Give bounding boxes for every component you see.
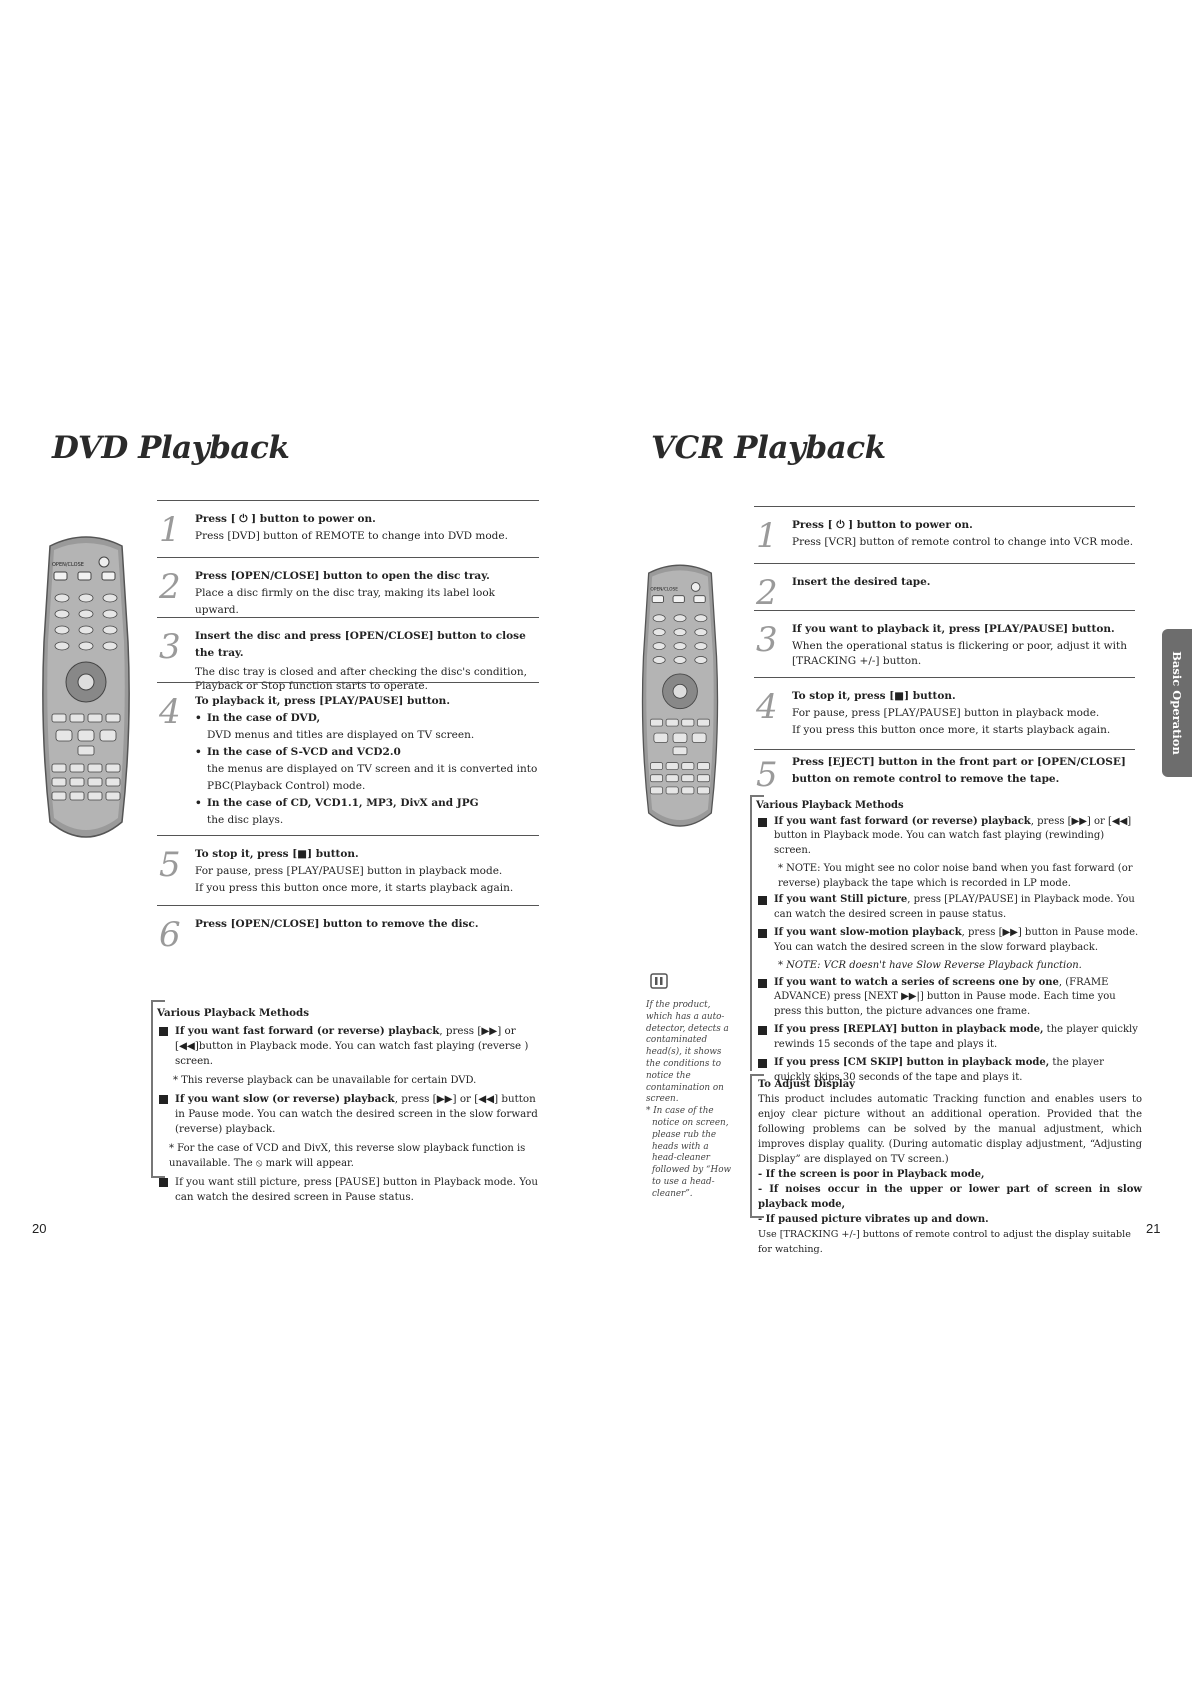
step-number: 5: [159, 845, 181, 885]
method-heading: If you want slow-motion playback: [774, 927, 962, 938]
remote-control-image: [640, 542, 720, 858]
step-number: 6: [159, 915, 181, 955]
step-number: 4: [756, 687, 778, 727]
bullet-text: the menus are displayed on TV screen and it is converted into PBC(Playback Control) mode.: [207, 763, 538, 792]
method-text: , (FRAME ADVANCE) press [NEXT ▶▶|] button in Pause mode. Each time you press this button, the picture advances one frame.: [774, 976, 1116, 1017]
step-heading: Press [ ⏻ ] button to power on.: [792, 519, 973, 531]
step-number: 1: [756, 516, 778, 556]
step-heading: To stop it, press [■] button.: [195, 848, 359, 860]
step-text: Press [VCR] button of remote control to change into VCR mode.: [792, 536, 1134, 548]
step-heading: Insert the desired tape.: [792, 576, 931, 588]
step-heading: To playback it, press [PLAY/PAUSE] button.: [195, 695, 450, 707]
step-text: For pause, press [PLAY/PAUSE] button in playback mode.: [792, 707, 1100, 719]
method-text: , press [▶▶] or [◀◀] button in Playback mode. You can watch fast playing (rewinding) screen.: [774, 815, 1132, 856]
step-number: 4: [159, 692, 181, 732]
remote-open-label: OPEN/CLOSE: [650, 587, 679, 593]
vcr-step-1: [754, 506, 1135, 563]
sidenote-tip: * In case of the notice on screen, please rub the heads with a head-cleaner followed by “How to use a head-cleaner”.: [646, 1106, 732, 1199]
page-number-left: 20: [32, 1221, 47, 1236]
step-text: For pause, press [PLAY/PAUSE] button in playback mode.: [195, 865, 503, 877]
method-note: * NOTE: You might see no color noise band when you fast forward (or reverse) playback the tape which is recorded in LP mode.: [778, 863, 1133, 889]
dvd-step-5: [157, 835, 539, 905]
dvd-playback-methods: [151, 1000, 543, 1203]
bullet-heading: In the case of CD, VCD1.1, MP3, DivX and JPG: [207, 797, 479, 809]
vcr-step-2: [754, 563, 1135, 613]
page-number-right: 21: [1146, 1221, 1161, 1236]
method-heading: If you want slow (or reverse) playback: [175, 1093, 395, 1105]
step-number: 3: [159, 627, 181, 667]
dvd-step-2: [157, 557, 539, 617]
vcr-step-5: [754, 749, 1135, 795]
step-number: 2: [756, 573, 778, 613]
method-note: [756, 959, 1142, 974]
step-text: Place a disc firmly on the disc tray, making its label look upward.: [195, 587, 496, 616]
method-text: the player quickly rewinds 15 seconds of the tape and plays it.: [774, 1024, 1138, 1050]
vcr-page-title: VCR Playback: [651, 430, 886, 466]
dvd-steps: [157, 500, 539, 955]
bullet-heading: In the case of S-VCD and VCD2.0: [207, 746, 401, 758]
method-text: the player quickly skips 30 seconds of the tape and plays it.: [774, 1057, 1104, 1083]
vcr-step-3: [754, 610, 1135, 677]
adjust-condition: - If the screen is poor in Playback mode,: [758, 1169, 985, 1180]
method-note-text: * NOTE: VCR doesn't have Slow Reverse Playback function.: [778, 960, 1082, 971]
step-text: If you press this button once more, it starts playback again.: [195, 882, 514, 894]
head-contamination-note: [646, 1000, 736, 1201]
adjust-instruction: Use [TRACKING +/-] buttons of remote control to adjust the display suitable for watching.: [758, 1229, 1131, 1255]
method-heading: If you want fast forward (or reverse) playback: [774, 815, 1031, 827]
method-heading: If you press [REPLAY] button in playback mode,: [774, 1024, 1044, 1035]
vcr-playback-methods: [750, 795, 1142, 1083]
step-text: When the operational status is flickering or poor, adjust it with [TRACKING +/-] button.: [792, 640, 1128, 667]
step-number: 1: [159, 510, 181, 550]
dvd-step-3: [157, 617, 539, 692]
method-heading: If you want to watch a series of screens one by one: [774, 976, 1059, 988]
adjust-condition: - If paused picture vibrates up and down.: [758, 1214, 989, 1225]
step-text: The disc tray is closed and after checking the disc's condition, Playback or Stop function starts to operate.: [195, 666, 527, 692]
step-number: 3: [756, 620, 778, 660]
vcr-step-4: [754, 677, 1135, 749]
step-heading: Press [OPEN/CLOSE] button to open the disc tray.: [195, 570, 490, 582]
step-heading: Press [ ⏻ ] button to power on.: [195, 513, 376, 525]
step-heading: Press [EJECT] button in the front part or [OPEN/CLOSE] button on remote control to remove the tape.: [792, 756, 1126, 785]
step-heading: Press [OPEN/CLOSE] button to remove the disc.: [195, 918, 479, 930]
method-text: If you want still picture, press [PAUSE] button in Playback mode. You can watch the desired screen in Pause status.: [175, 1176, 538, 1203]
methods-heading: Various Playback Methods: [157, 1007, 310, 1019]
method-text: , press [▶▶] or [◀◀] button in Pause mode. You can watch the desired screen in the slow forward (reverse) playback.: [175, 1093, 538, 1135]
method-text: , press [PLAY/PAUSE] in Playback mode. You can watch the desired screen in pause status.: [774, 894, 1135, 920]
step-number: 2: [159, 567, 181, 607]
bullet-heading: In the case of DVD,: [207, 712, 321, 724]
bullet-text: DVD menus and titles are displayed on TV screen.: [207, 729, 475, 741]
dvd-step-6: [157, 905, 539, 955]
methods-heading: Various Playback Methods: [756, 800, 904, 811]
step-heading: To stop it, press [■] button.: [792, 690, 956, 702]
method-heading: If you want Still picture: [774, 894, 908, 905]
dvd-step-4: 4 To playback it, press [PLAY/PAUSE] button. • In the case of DVD, DVD menus and titles are displayed on TV screen. • In the case of S-VCD and VCD2.0 the menus are displayed on TV screen and it is converted into PBC(Playback Control) mode. • In the case of CD, VCD1.1, MP3, DivX and JPG the disc plays.: [157, 682, 539, 835]
method-text: , press [▶▶] button in Pause mode. You can watch the desired screen in the slow forward playback.: [774, 927, 1139, 953]
step-text: If you press this button once more, it starts playback again.: [792, 724, 1111, 736]
method-note: * For the case of VCD and DivX, this reverse slow playback function is unavailable. The ⦸ mark will appear.: [169, 1143, 526, 1169]
dvd-step-1: [157, 500, 539, 557]
step-heading: Insert the disc and press [OPEN/CLOSE] button to close the tray.: [195, 630, 526, 659]
step-text: Press [DVD] button of REMOTE to change into DVD mode.: [195, 530, 508, 542]
adjust-condition: - If noises occur in the upper or lower part of screen in slow playback mode,: [758, 1184, 1142, 1210]
step-number: 5: [756, 755, 778, 795]
adjust-text: This product includes automatic Tracking function and enables users to enjoy clear picture without an additional operation. Provided that the following problems can be solved by the manual adjustment, which improves display quality. (During automatic display adjustment, “Adjusting Display” are displayed on TV screen.): [758, 1094, 1142, 1165]
remote-control-image: [40, 532, 132, 852]
section-tab-label: Basic Operation: [1170, 651, 1184, 755]
remote-open-label: OPEN/CLOSE: [52, 562, 84, 568]
method-heading: If you want fast forward (or reverse) playback: [175, 1025, 440, 1037]
method-heading: If you press [CM SKIP] button in playback mode,: [774, 1057, 1050, 1068]
section-tab-basic-operation[interactable]: [1162, 629, 1192, 777]
method-text: , press [▶▶] or [◀◀]button in Playback mode. You can watch fast playing (reverse ) screen.: [175, 1025, 529, 1067]
method-note: * This reverse playback can be unavailable for certain DVD.: [173, 1075, 477, 1086]
vcr-adjust-display: [750, 1074, 1142, 1255]
dvd-page-title: DVD Playback: [52, 430, 290, 466]
step-heading: If you want to playback it, press [PLAY/PAUSE] button.: [792, 623, 1115, 635]
sidenote-text: If the product, which has a auto-detector, detects a contaminated head(s), it shows the conditions to notice the contamination on screen.: [646, 1000, 729, 1105]
info-icon: [650, 972, 668, 990]
bullet-text: the disc plays.: [207, 814, 284, 826]
vcr-steps: [754, 506, 1135, 795]
adjust-heading: To Adjust Display: [758, 1079, 855, 1090]
